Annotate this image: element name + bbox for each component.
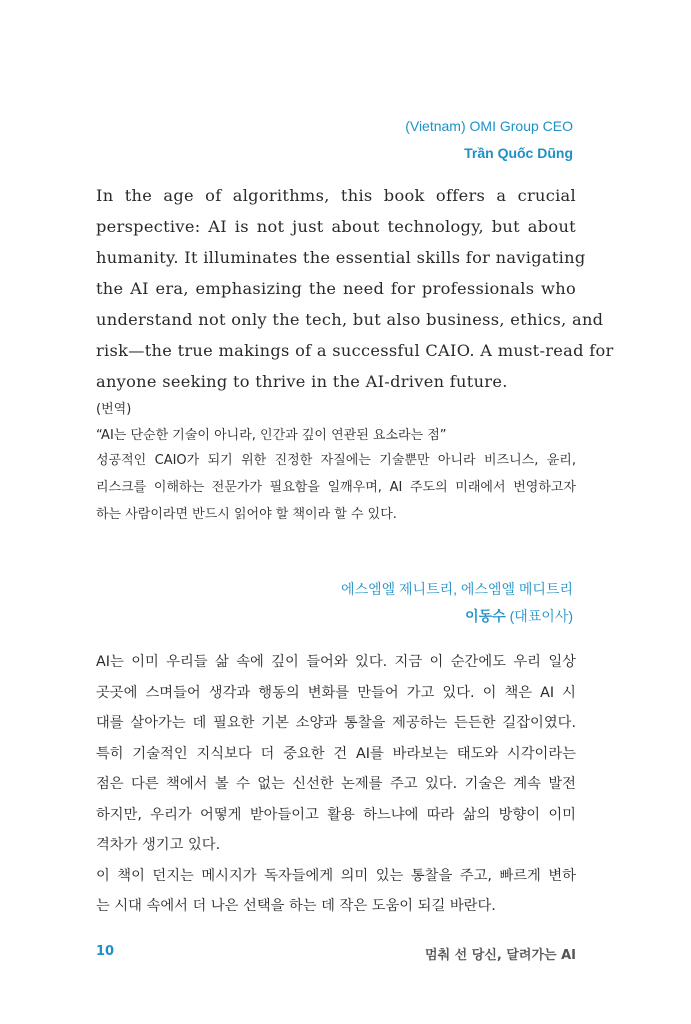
page-number: 10 — [96, 944, 115, 959]
running-book-title: 멈춰 선 당신, 달려가는 AI — [425, 948, 576, 963]
english-review-line: perspective: AI is not just about technology, but about — [96, 217, 576, 236]
korean-review-line: AI는 이미 우리들 삶 속에 깊이 들어와 있다. 지금 이 순간에도 우리 일상 — [96, 654, 576, 670]
english-review-line: risk—the true makings of a successful CAIO. A must-read for — [96, 341, 614, 360]
endorser-name: 이동수 — [465, 608, 506, 624]
korean-review-line: 특히 기술적인 지식보다 더 중요한 건 AI를 바라보는 태도와 시각이라는 — [96, 745, 576, 762]
korean-review-line: 이 책이 던지는 메시지가 독자들에게 의미 있는 통찰을 주고, 빠르게 변하 — [96, 867, 576, 884]
english-review-line: humanity. It illuminates the essential skills for navigating — [96, 248, 586, 267]
korean-review — [96, 647, 576, 922]
english-review-line: the AI era, emphasizing the need for professionals who — [96, 279, 576, 298]
translation-quote: “AI는 단순한 기술이 아니라, 인간과 깊이 연관된 요소라는 점” — [96, 428, 447, 443]
korean-review-line: 는 시대 속에서 더 나은 선택을 하는 데 작은 도움이 되길 바란다. — [96, 898, 496, 914]
endorser-organization: (Vietnam) OMI Group CEO — [405, 118, 573, 134]
endorser-block — [341, 579, 573, 626]
korean-review-line: 점은 다른 책에서 볼 수 없는 신선한 논제를 주고 있다. 기술은 계속 발전 — [96, 776, 576, 792]
endorser-name-line — [341, 606, 573, 626]
english-review — [96, 180, 614, 397]
translation-line: 리스크를 이해하는 전문가가 필요함을 일깨우며, AI 주도의 미래에서 번영하고자 — [96, 480, 576, 495]
english-review-line: understand not only the tech, but also business, ethics, and — [96, 310, 604, 329]
korean-review-line: 격차가 생기고 있다. — [96, 837, 221, 853]
translation-line: 성공적인 CAIO가 되기 위한 진정한 자질에는 기술뿐만 아니라 비즈니스, 윤리, — [96, 453, 576, 468]
translation-block — [96, 399, 576, 528]
endorser-title: (대표이사) — [505, 608, 573, 624]
endorser-name-line — [405, 143, 573, 163]
translation-line: 하는 사람이라면 반드시 읽어야 할 책이라 할 수 있다. — [96, 507, 397, 522]
translation-label: (번역) — [96, 402, 132, 417]
endorser-block — [405, 116, 573, 163]
english-review-line: In the age of algorithms, this book offers a crucial — [96, 186, 576, 205]
korean-review-line: 하지만, 우리가 어떻게 받아들이고 활용 하느냐에 따라 삶의 방향이 이미 — [96, 806, 576, 823]
korean-review-line: 대를 살아가는 데 필요한 기본 소양과 통찰을 제공하는 든든한 길잡이였다. — [96, 715, 576, 731]
english-review-line: anyone seeking to thrive in the AI-driven future. — [96, 372, 508, 391]
translation-body — [96, 447, 576, 528]
endorser-name: Trần Quốc Dũng — [464, 145, 573, 161]
endorser-organization: 에스엠엘 제니트리, 에스엠엘 메디트리 — [341, 581, 573, 597]
korean-review-line: 곳곳에 스며들어 생각과 행동의 변화를 만들어 가고 있다. 이 책은 AI 시 — [96, 684, 576, 701]
page-footer — [96, 944, 576, 966]
